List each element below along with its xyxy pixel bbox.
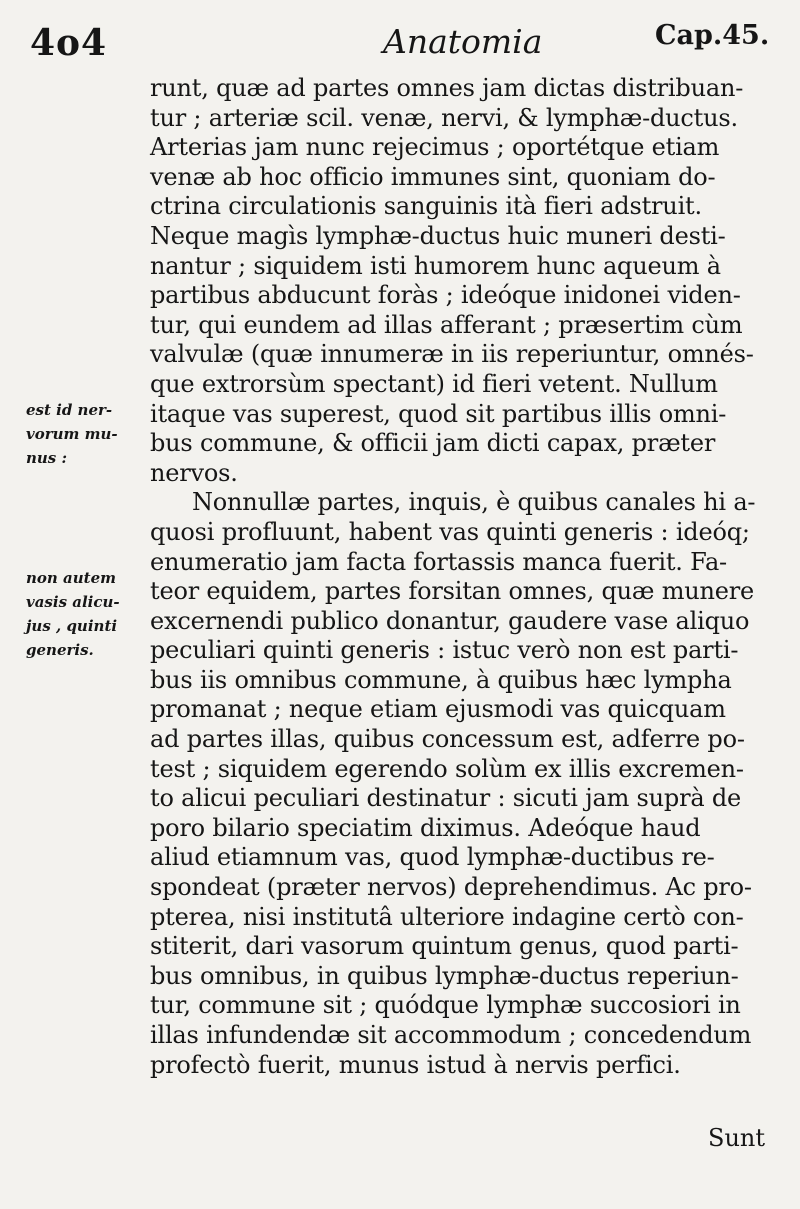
text-line: test ; siquidem egerendo solùm ex illis excremen- xyxy=(150,754,744,783)
catchword: Sunt xyxy=(708,1124,765,1152)
text-line: partibus abducunt foràs ; ideóque inidonei viden- xyxy=(150,281,741,310)
text-line: tur ; arteriæ scil. venæ, nervi, & lymphæ-ductus. xyxy=(150,103,738,132)
text-line: runt, quæ ad partes omnes jam dictas distribuan- xyxy=(150,74,744,102)
page-number: 4o4 xyxy=(30,22,108,64)
text-line: nervos. xyxy=(150,458,238,487)
text-line: ad partes illas, quibus concessum est, adferre po- xyxy=(150,725,745,754)
margin-note-line: jus , quinti xyxy=(26,617,118,635)
margin-note-line: est id ner- xyxy=(26,401,113,419)
text-line: teor equidem, partes forsitan omnes, quæ munere xyxy=(150,577,755,606)
text-line: bus omnibus, in quibus lymphæ-ductus reperiun- xyxy=(150,961,739,990)
text-line: poro bilario speciatim diximus. Adeóque haud xyxy=(150,813,701,842)
text-line: to alicui peculiari destinatur : sicuti jam suprà de xyxy=(150,784,742,813)
text-line: Nonnullæ partes, inquis, è quibus canales hi a- xyxy=(192,488,756,517)
text-line: bus iis omnibus commune, à quibus hæc lympha xyxy=(150,665,732,694)
text-line: tur, qui eundem ad illas afferant ; præsertim cùm xyxy=(150,310,743,339)
text-line: peculiari quinti generis : istuc verò non est parti- xyxy=(150,636,739,665)
text-line: spondeat (præter nervos) deprehendimus. Ac pro- xyxy=(150,873,752,902)
text-line: que extrorsùm spectant) id fieri vetent. Nullum xyxy=(150,369,718,398)
text-line: stiterit, dari vasorum quintum genus, quod parti- xyxy=(150,932,739,961)
text-line: bus commune, & officii jam dicti capax, præter xyxy=(150,429,716,458)
margin-note-line: nus : xyxy=(26,449,68,467)
text-line: profectò fuerit, munus istud à nervis perfici. xyxy=(150,1050,681,1079)
text-line: venæ ab hoc officio immunes sint, quoniam do- xyxy=(150,162,716,191)
text-line: ctrina circulationis sanguinis ità fieri adstruit. xyxy=(150,192,702,221)
text-line: excernendi publico donantur, gaudere vase aliquo xyxy=(150,606,750,635)
running-title: Anatomia xyxy=(383,22,543,61)
text-line: quosi profluunt, habent vas quinti generis : ideóq; xyxy=(150,517,750,546)
body-text xyxy=(150,74,765,1080)
text-line: tur, commune sit ; quódque lymphæ succosiori in xyxy=(150,991,741,1020)
margin-note-line: vorum mu- xyxy=(26,425,118,443)
text-line: promanat ; neque etiam ejusmodi vas quicquam xyxy=(150,695,726,724)
margin-note-line: generis. xyxy=(26,641,94,659)
text-line: nantur ; siquidem isti humorem hunc aqueum à xyxy=(150,251,721,280)
text-line: Neque magìs lymphæ-ductus huic muneri desti- xyxy=(150,221,726,250)
text-line: illas infundendæ sit accommodum ; concedendum xyxy=(150,1021,752,1049)
text-line: Arterias jam nunc rejecimus ; oportétque etiam xyxy=(150,133,720,162)
margin-note-2 xyxy=(26,566,120,662)
margin-note-line: vasis alicu- xyxy=(26,593,120,611)
text-line: pterea, nisi institutâ ulteriore indagine certò con- xyxy=(150,902,744,931)
text-line: aliud etiamnum vas, quod lymphæ-ductibus re- xyxy=(150,843,715,872)
margin-note-1 xyxy=(26,398,118,470)
text-line: valvulæ (quæ innumeræ in iis reperiuntur, omnés- xyxy=(150,340,754,369)
chapter-label: Cap.45. xyxy=(655,20,770,51)
text-line: enumeratio jam facta fortassis manca fuerit. Fa- xyxy=(150,547,727,576)
text-line: itaque vas superest, quod sit partibus illis omni- xyxy=(150,399,727,428)
margin-note-line: non autem xyxy=(26,569,117,587)
